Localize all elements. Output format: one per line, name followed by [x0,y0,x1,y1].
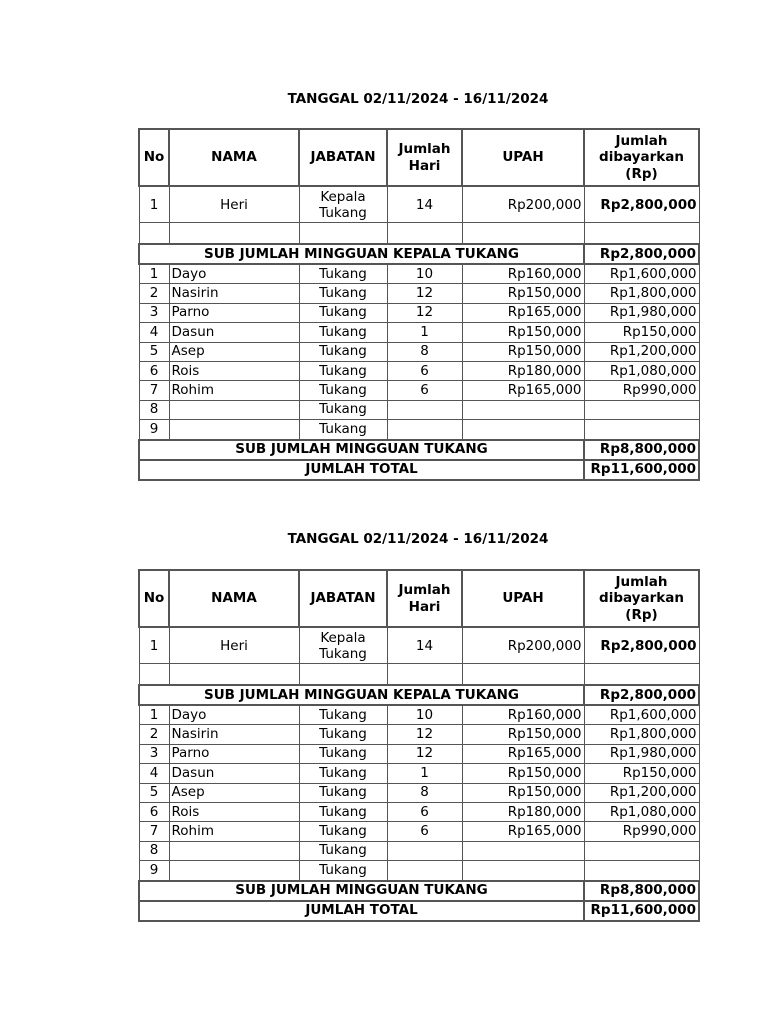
cell-no: 6 [139,802,169,821]
cell-jumlah: Rp990,000 [584,822,699,841]
table-row [139,861,699,881]
cell-nama [169,400,299,419]
table-row [139,420,699,440]
cell-upah [462,400,584,419]
cell-nama: Dayo [169,264,299,284]
col-header-jabatan: JABATAN [299,570,387,627]
table-row [139,764,699,783]
table-row [139,381,699,400]
cell-jabatan: Tukang [299,802,387,821]
cell-no: 2 [139,725,169,744]
tukang-group [139,264,699,480]
cell-jumlah: Rp150,000 [584,764,699,783]
cell-hari: 10 [387,264,462,284]
cell-jumlah: Rp1,800,000 [584,725,699,744]
cell-no: 8 [139,400,169,419]
cell-upah: Rp165,000 [462,381,584,400]
table-row [139,841,699,860]
cell-nama: Rohim [169,381,299,400]
cell-nama: Nasirin [169,284,299,303]
cell-nama: Dasun [169,764,299,783]
total-label: JUMLAH TOTAL [139,460,584,480]
empty-cell [584,664,699,686]
cell-upah: Rp150,000 [462,323,584,342]
cell-no: 3 [139,303,169,322]
table-row [139,783,699,802]
cell-jabatan: Tukang [299,841,387,860]
cell-no: 1 [139,264,169,284]
empty-cell [299,223,387,245]
cell-nama: Heri [169,186,299,223]
empty-cell [139,664,169,686]
cell-no: 9 [139,861,169,881]
cell-jabatan: Tukang [299,725,387,744]
col-header-jumlah-dibayarkan: Jumlah dibayarkan (Rp) [584,129,699,186]
cell-jabatan: Tukang [299,303,387,322]
cell-jumlah [584,400,699,419]
empty-cell [169,664,299,686]
cell-hari: 12 [387,284,462,303]
cell-jumlah: Rp1,200,000 [584,342,699,361]
cell-jabatan: Tukang [299,744,387,763]
cell-nama: Asep [169,783,299,802]
cell-upah [462,841,584,860]
cell-hari [387,420,462,440]
total-row [139,901,699,921]
empty-cell [387,223,462,245]
cell-hari: 1 [387,323,462,342]
cell-nama: Rois [169,361,299,380]
col-header-jumlah-dibayarkan: Jumlah dibayarkan (Rp) [584,570,699,627]
subtotal-tukang-row [139,440,699,460]
subtotal-kepala-label: SUB JUMLAH MINGGUAN KEPALA TUKANG [139,685,584,705]
empty-cell [169,223,299,245]
col-header-jumlah-hari: Jumlah Hari [387,570,462,627]
cell-hari: 14 [387,627,462,664]
cell-hari: 6 [387,802,462,821]
cell-jumlah: Rp2,800,000 [584,627,699,664]
cell-jumlah: Rp990,000 [584,381,699,400]
empty-cell [462,223,584,245]
cell-jabatan: Tukang [299,264,387,284]
cell-jumlah: Rp2,800,000 [584,186,699,223]
total-row [139,460,699,480]
cell-no: 5 [139,342,169,361]
table-row [139,705,699,725]
payroll-table [138,569,700,922]
cell-jumlah: Rp1,600,000 [584,705,699,725]
cell-jumlah: Rp1,080,000 [584,802,699,821]
cell-nama: Asep [169,342,299,361]
cell-jumlah: Rp1,200,000 [584,783,699,802]
cell-jumlah [584,841,699,860]
cell-hari: 1 [387,764,462,783]
cell-upah: Rp180,000 [462,802,584,821]
col-header-no: No [139,570,169,627]
cell-nama: Heri [169,627,299,664]
cell-upah: Rp180,000 [462,361,584,380]
cell-upah: Rp200,000 [462,186,584,223]
cell-jabatan: Kepala Tukang [299,627,387,664]
cell-nama: Dasun [169,323,299,342]
cell-no: 1 [139,186,169,223]
cell-upah: Rp150,000 [462,284,584,303]
cell-jabatan: Tukang [299,381,387,400]
empty-cell [584,223,699,245]
cell-hari: 6 [387,822,462,841]
cell-no: 7 [139,822,169,841]
subtotal-kepala-value: Rp2,800,000 [584,244,699,264]
cell-upah: Rp160,000 [462,264,584,284]
cell-upah: Rp150,000 [462,342,584,361]
cell-upah [462,861,584,881]
table-row [139,284,699,303]
cell-hari: 6 [387,381,462,400]
cell-no: 4 [139,764,169,783]
table-row [139,186,699,223]
subtotal-tukang-label: SUB JUMLAH MINGGUAN TUKANG [139,440,584,460]
cell-jabatan: Kepala Tukang [299,186,387,223]
cell-jumlah [584,420,699,440]
table-header-group [139,129,699,186]
cell-hari: 12 [387,303,462,322]
cell-nama: Nasirin [169,725,299,744]
table-header-row [139,129,699,186]
cell-hari [387,400,462,419]
cell-jabatan: Tukang [299,323,387,342]
total-value: Rp11,600,000 [584,460,699,480]
kepala-tukang-group [139,186,699,264]
cell-hari: 12 [387,725,462,744]
cell-jabatan: Tukang [299,361,387,380]
cell-upah: Rp150,000 [462,725,584,744]
cell-jumlah: Rp1,080,000 [584,361,699,380]
tukang-group [139,705,699,921]
cell-jumlah: Rp1,980,000 [584,744,699,763]
total-label: JUMLAH TOTAL [139,901,584,921]
cell-hari: 8 [387,783,462,802]
cell-hari: 12 [387,744,462,763]
cell-no: 9 [139,420,169,440]
empty-cell [387,664,462,686]
cell-upah: Rp150,000 [462,764,584,783]
empty-row [139,223,699,245]
col-header-jumlah-hari: Jumlah Hari [387,129,462,186]
cell-nama: Dayo [169,705,299,725]
cell-nama: Rois [169,802,299,821]
table-row [139,264,699,284]
cell-jabatan: Tukang [299,284,387,303]
payroll-table [138,128,700,481]
table-row [139,361,699,380]
empty-row [139,664,699,686]
cell-jumlah: Rp1,980,000 [584,303,699,322]
cell-jumlah: Rp150,000 [584,323,699,342]
cell-jabatan: Tukang [299,420,387,440]
cell-nama: Rohim [169,822,299,841]
empty-cell [299,664,387,686]
cell-no: 2 [139,284,169,303]
cell-jumlah: Rp1,600,000 [584,264,699,284]
cell-nama [169,861,299,881]
cell-no: 8 [139,841,169,860]
cell-upah: Rp165,000 [462,822,584,841]
table-row [139,627,699,664]
cell-jabatan: Tukang [299,705,387,725]
subtotal-kepala-label: SUB JUMLAH MINGGUAN KEPALA TUKANG [139,244,584,264]
table-row [139,400,699,419]
col-header-nama: NAMA [169,570,299,627]
subtotal-tukang-value: Rp8,800,000 [584,881,699,901]
table-row [139,822,699,841]
subtotal-tukang-label: SUB JUMLAH MINGGUAN TUKANG [139,881,584,901]
subtotal-tukang-row [139,881,699,901]
page-title: TANGGAL 02/11/2024 - 16/11/2024 [287,531,549,547]
table-header-row [139,570,699,627]
cell-jabatan: Tukang [299,342,387,361]
subtotal-kepala-value: Rp2,800,000 [584,685,699,705]
table-row [139,802,699,821]
cell-jabatan: Tukang [299,822,387,841]
cell-upah: Rp165,000 [462,744,584,763]
cell-jabatan: Tukang [299,400,387,419]
cell-no: 1 [139,705,169,725]
total-value: Rp11,600,000 [584,901,699,921]
subtotal-tukang-value: Rp8,800,000 [584,440,699,460]
cell-upah: Rp150,000 [462,783,584,802]
col-header-upah: UPAH [462,129,584,186]
table-row [139,744,699,763]
cell-jumlah [584,861,699,881]
page-title: TANGGAL 02/11/2024 - 16/11/2024 [287,91,549,107]
cell-hari [387,841,462,860]
cell-no: 4 [139,323,169,342]
table-header-group [139,570,699,627]
cell-upah: Rp200,000 [462,627,584,664]
kepala-tukang-group [139,627,699,705]
table-row [139,725,699,744]
cell-no: 3 [139,744,169,763]
cell-hari: 10 [387,705,462,725]
empty-cell [462,664,584,686]
cell-upah [462,420,584,440]
col-header-upah: UPAH [462,570,584,627]
cell-nama [169,841,299,860]
cell-hari: 8 [387,342,462,361]
cell-jumlah: Rp1,800,000 [584,284,699,303]
subtotal-kepala-row [139,685,699,705]
cell-no: 1 [139,627,169,664]
cell-hari: 6 [387,361,462,380]
cell-hari [387,861,462,881]
subtotal-kepala-row [139,244,699,264]
col-header-no: No [139,129,169,186]
cell-jabatan: Tukang [299,783,387,802]
cell-jabatan: Tukang [299,764,387,783]
table-row [139,303,699,322]
table-row [139,323,699,342]
cell-jabatan: Tukang [299,861,387,881]
cell-upah: Rp165,000 [462,303,584,322]
cell-hari: 14 [387,186,462,223]
cell-no: 5 [139,783,169,802]
cell-nama: Parno [169,303,299,322]
col-header-nama: NAMA [169,129,299,186]
table-row [139,342,699,361]
cell-no: 6 [139,361,169,380]
cell-nama: Parno [169,744,299,763]
empty-cell [139,223,169,245]
cell-no: 7 [139,381,169,400]
cell-nama [169,420,299,440]
cell-upah: Rp160,000 [462,705,584,725]
col-header-jabatan: JABATAN [299,129,387,186]
